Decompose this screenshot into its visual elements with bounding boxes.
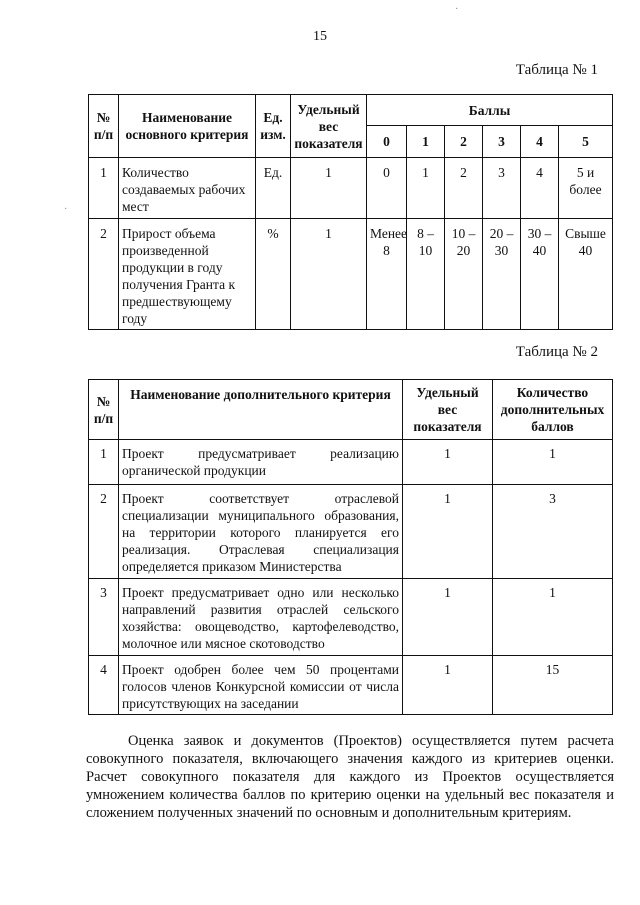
scan-speck: · bbox=[455, 4, 459, 15]
points-cell: 30 – 40 bbox=[521, 219, 559, 330]
table-row bbox=[89, 656, 613, 715]
row-num: 3 bbox=[89, 579, 119, 656]
table-row bbox=[89, 219, 613, 330]
points-cell: 4 bbox=[521, 158, 559, 219]
header-unit: Ед. изм. bbox=[256, 95, 291, 158]
points-cell: 1 bbox=[407, 158, 445, 219]
header-weight: Удельный вес показателя bbox=[291, 95, 367, 158]
main-criteria-table bbox=[88, 94, 613, 330]
row-num: 2 bbox=[89, 219, 119, 330]
header-num: № п/п bbox=[89, 95, 119, 158]
weight-cell: 1 bbox=[403, 656, 493, 715]
weight-cell: 1 bbox=[403, 485, 493, 579]
row-num: 1 bbox=[89, 158, 119, 219]
row-num: 1 bbox=[89, 440, 119, 485]
criterion-name: Проект предусматривает одно или несколько направлений развития отраслей сельского хозяйства: овощеводство, картофелеводство, молочное или мясное скотоводство bbox=[119, 579, 403, 656]
points-cell: 20 – 30 bbox=[483, 219, 521, 330]
points-cell: 3 bbox=[483, 158, 521, 219]
header-criterion-name: Наименование дополнительного критерия bbox=[119, 380, 403, 440]
weight-cell: 1 bbox=[291, 158, 367, 219]
header-point-level: 2 bbox=[445, 126, 483, 158]
criterion-name: Прирост объема произведенной продукции в году получения Гранта к предшествующему году bbox=[119, 219, 256, 330]
row-num: 2 bbox=[89, 485, 119, 579]
table-row bbox=[89, 579, 613, 656]
points-cell: 8 – 10 bbox=[407, 219, 445, 330]
points-cell: 10 – 20 bbox=[445, 219, 483, 330]
weight-cell: 1 bbox=[403, 579, 493, 656]
table1-caption: Таблица № 1 bbox=[515, 62, 598, 78]
header-point-level: 1 bbox=[407, 126, 445, 158]
table2-caption: Таблица № 2 bbox=[515, 344, 598, 360]
points-cell: Свыше 40 bbox=[559, 219, 613, 330]
header-point-level: 0 bbox=[367, 126, 407, 158]
row-num: 4 bbox=[89, 656, 119, 715]
unit-cell: % bbox=[256, 219, 291, 330]
points-cell: 5 и более bbox=[559, 158, 613, 219]
weight-cell: 1 bbox=[291, 219, 367, 330]
extra-points-cell: 3 bbox=[493, 485, 613, 579]
scan-speck: · bbox=[64, 204, 68, 215]
header-point-level: 5 bbox=[559, 126, 613, 158]
table-row bbox=[89, 485, 613, 579]
extra-points-cell: 1 bbox=[493, 440, 613, 485]
header-extra-points: Количество дополнительных баллов bbox=[493, 380, 613, 440]
header-criterion-name: Наименование основного критерия bbox=[119, 95, 256, 158]
header-point-level: 4 bbox=[521, 126, 559, 158]
points-cell: 2 bbox=[445, 158, 483, 219]
table-row bbox=[89, 440, 613, 485]
header-num: № п/п bbox=[89, 380, 119, 440]
header-weight: Удельный вес показателя bbox=[403, 380, 493, 440]
header-points: Баллы bbox=[367, 95, 613, 126]
criterion-name: Проект одобрен более чем 50 процентами голосов членов Конкурсной комиссии от числа присутствующих на заседании bbox=[119, 656, 403, 715]
unit-cell: Ед. bbox=[256, 158, 291, 219]
header-point-level: 3 bbox=[483, 126, 521, 158]
extra-points-cell: 1 bbox=[493, 579, 613, 656]
additional-criteria-table bbox=[88, 379, 613, 715]
points-cell: 0 bbox=[367, 158, 407, 219]
weight-cell: 1 bbox=[403, 440, 493, 485]
criterion-name: Проект соответствует отраслевой специализации муниципального образования, на территории которого планируется его реализация. Отраслевая специализация определяется приказом Министерства bbox=[119, 485, 403, 579]
body-paragraph: Оценка заявок и документов (Проектов) осуществляется путем расчета совокупного показателя, включающего значения каждого из критериев оценки. Расчет совокупного показателя для каждого из Проектов осуществляется умножением количества баллов по критерию оценки на удельный вес показателя и сложением полученных значений по основным и дополнительным критериям. bbox=[86, 733, 614, 821]
criterion-name: Количество создаваемых рабочих мест bbox=[119, 158, 256, 219]
points-cell: Менее 8 bbox=[367, 219, 407, 330]
criterion-name: Проект предусматривает реализацию органической продукции bbox=[119, 440, 403, 485]
page-number: 15 bbox=[313, 29, 327, 44]
extra-points-cell: 15 bbox=[493, 656, 613, 715]
table-row bbox=[89, 158, 613, 219]
